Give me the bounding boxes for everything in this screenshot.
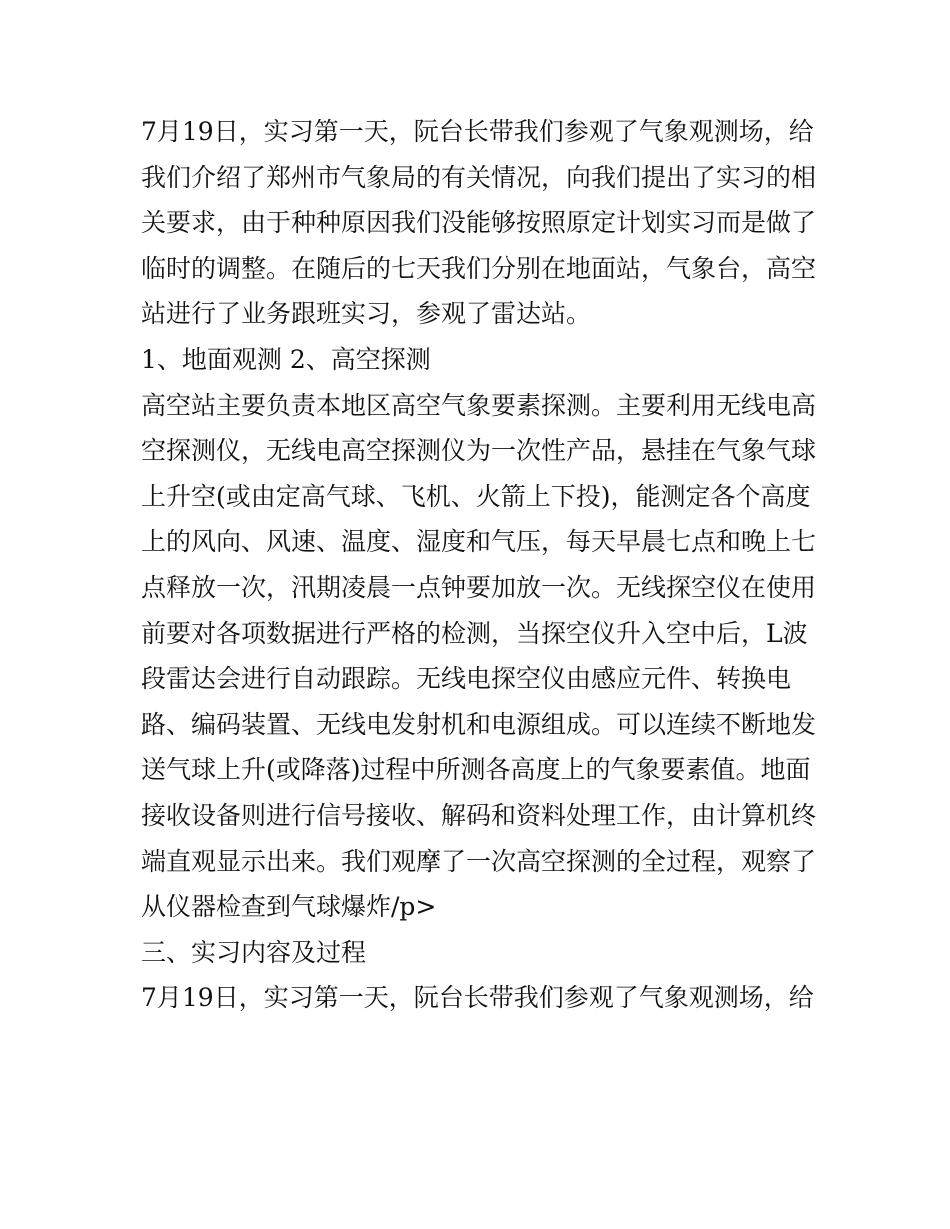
paragraph-2-line-10: 接收设备则进行信号接收、解码和资料处理工作，由计算机终	[141, 800, 817, 830]
paragraph-1-line-1: 7月19日，实习第一天，阮台长带我们参观了气象观测场，给	[141, 117, 814, 146]
document-body	[141, 109, 821, 1021]
paragraph-2-line-6: 前要对各项数据进行严格的检测，当探空仪升入空中后，L波	[141, 618, 808, 648]
paragraph-3-line-1: 7月19日，实习第一天，阮台长带我们参观了气象观测场，给	[141, 983, 814, 1013]
paragraph-1-line-3: 关要求，由于种种原因我们没能够按照原定计划实习而是做了	[141, 208, 817, 238]
paragraph-1-line-2: 我们介绍了郑州市气象局的有关情况，向我们提出了实习的相	[141, 162, 817, 192]
paragraph-2-line-5: 点释放一次，汛期凌晨一点钟要加放一次。无线探空仪在使用	[141, 572, 817, 602]
paragraph-2-line-3: 上升空(或由定高气球、飞机、火箭上下投)，能测定各个高度	[141, 481, 811, 511]
paragraph-2-line-9: 送气球上升(或降落)过程中所测各高度上的气象要素值。地面	[141, 755, 811, 785]
paragraph-1-line-4: 临时的调整。在随后的七天我们分别在地面站，气象台，高空	[141, 253, 817, 283]
paragraph-2-line-12: 从仪器检查到气球爆炸/p>	[141, 892, 437, 922]
section-heading-content: 三、实习内容及过程	[141, 937, 367, 967]
paragraph-1-line-5: 站进行了业务跟班实习，参观了雷达站。	[141, 299, 592, 329]
paragraph-2-line-8: 路、编码装置、无线电发射机和电源组成。可以连续不断地发	[141, 709, 817, 739]
paragraph-2-line-11: 端直观显示出来。我们观摩了一次高空探测的全过程，观察了	[141, 846, 817, 876]
paragraph-2-line-7: 段雷达会进行自动跟踪。无线电探空仪由感应元件、转换电	[141, 664, 792, 694]
paragraph-2-line-2: 空探测仪，无线电高空探测仪为一次性产品，悬挂在气象气球	[141, 436, 817, 466]
section-heading-observation: 1、地面观测 2、高空探测	[141, 344, 431, 374]
paragraph-2-line-4: 上的风向、风速、温度、湿度和气压，每天早晨七点和晚上七	[141, 527, 817, 557]
paragraph-2-line-1: 高空站主要负责本地区高空气象要素探测。主要利用无线电高	[141, 390, 817, 420]
